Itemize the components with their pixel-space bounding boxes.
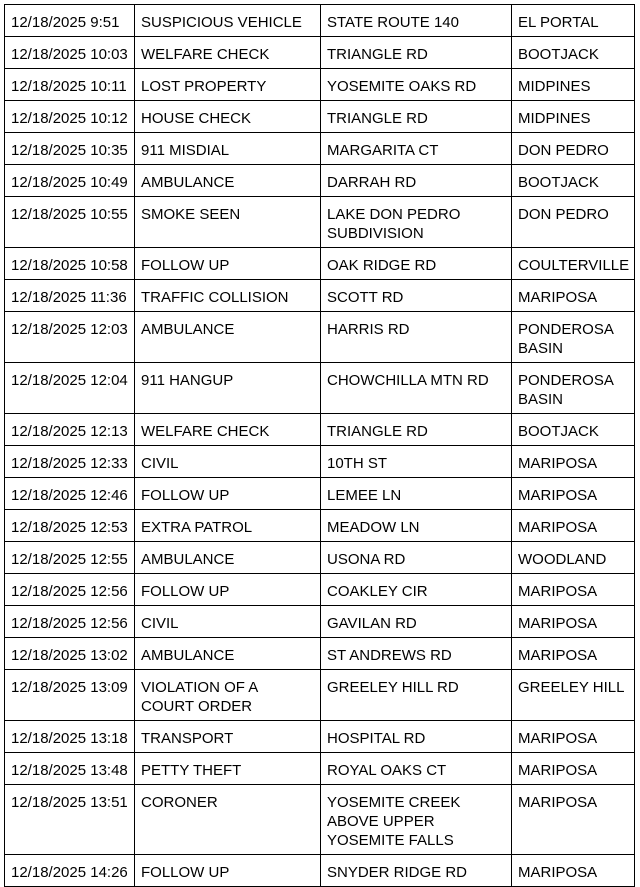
cell-incident-type: LOST PROPERTY	[135, 69, 321, 101]
table-row	[5, 312, 635, 363]
table-row	[5, 37, 635, 69]
table-row	[5, 101, 635, 133]
cell-datetime: 12/18/2025 10:12	[5, 101, 135, 133]
cell-incident-type: SUSPICIOUS VEHICLE	[135, 5, 321, 37]
cell-area: BOOTJACK	[512, 414, 635, 446]
cell-datetime: 12/18/2025 12:55	[5, 542, 135, 574]
cell-location: LEMEE LN	[321, 478, 512, 510]
cell-area: PONDEROSA BASIN	[512, 312, 635, 363]
cell-location: STATE ROUTE 140	[321, 5, 512, 37]
table-row	[5, 248, 635, 280]
cell-area: BOOTJACK	[512, 165, 635, 197]
table-row	[5, 69, 635, 101]
cell-area: GREELEY HILL	[512, 670, 635, 721]
cell-area: MARIPOSA	[512, 638, 635, 670]
cell-datetime: 12/18/2025 12:33	[5, 446, 135, 478]
cell-datetime: 12/18/2025 13:51	[5, 785, 135, 855]
cell-location: TRIANGLE RD	[321, 37, 512, 69]
incident-log-table	[4, 4, 635, 887]
cell-incident-type: WELFARE CHECK	[135, 37, 321, 69]
table-row	[5, 165, 635, 197]
cell-area: MARIPOSA	[512, 785, 635, 855]
cell-location: YOSEMITE CREEK ABOVE UPPER YOSEMITE FALLS	[321, 785, 512, 855]
cell-incident-type: 911 MISDIAL	[135, 133, 321, 165]
cell-location: YOSEMITE OAKS RD	[321, 69, 512, 101]
cell-area: MARIPOSA	[512, 721, 635, 753]
cell-datetime: 12/18/2025 12:56	[5, 574, 135, 606]
cell-datetime: 12/18/2025 10:03	[5, 37, 135, 69]
cell-location: TRIANGLE RD	[321, 101, 512, 133]
cell-location: HOSPITAL RD	[321, 721, 512, 753]
cell-location: HARRIS RD	[321, 312, 512, 363]
cell-incident-type: CIVIL	[135, 606, 321, 638]
cell-incident-type: PETTY THEFT	[135, 753, 321, 785]
cell-area: PONDEROSA BASIN	[512, 363, 635, 414]
cell-datetime: 12/18/2025 10:55	[5, 197, 135, 248]
cell-datetime: 12/18/2025 10:58	[5, 248, 135, 280]
cell-area: DON PEDRO	[512, 133, 635, 165]
cell-incident-type: 911 HANGUP	[135, 363, 321, 414]
incident-log-body	[5, 5, 635, 887]
cell-location: MEADOW LN	[321, 510, 512, 542]
cell-incident-type: CORONER	[135, 785, 321, 855]
cell-location: LAKE DON PEDRO SUBDIVISION	[321, 197, 512, 248]
cell-location: ST ANDREWS RD	[321, 638, 512, 670]
cell-datetime: 12/18/2025 9:51	[5, 5, 135, 37]
cell-incident-type: FOLLOW UP	[135, 574, 321, 606]
cell-incident-type: FOLLOW UP	[135, 478, 321, 510]
cell-incident-type: TRAFFIC COLLISION	[135, 280, 321, 312]
cell-location: DARRAH RD	[321, 165, 512, 197]
cell-area: EL PORTAL	[512, 5, 635, 37]
cell-incident-type: AMBULANCE	[135, 165, 321, 197]
cell-area: MIDPINES	[512, 69, 635, 101]
cell-area: MIDPINES	[512, 101, 635, 133]
table-row	[5, 478, 635, 510]
cell-datetime: 12/18/2025 12:56	[5, 606, 135, 638]
table-row	[5, 5, 635, 37]
cell-datetime: 12/18/2025 13:48	[5, 753, 135, 785]
cell-incident-type: FOLLOW UP	[135, 248, 321, 280]
table-row	[5, 280, 635, 312]
table-row	[5, 446, 635, 478]
table-row	[5, 670, 635, 721]
cell-area: MARIPOSA	[512, 753, 635, 785]
cell-datetime: 12/18/2025 10:35	[5, 133, 135, 165]
table-row	[5, 606, 635, 638]
cell-datetime: 12/18/2025 12:53	[5, 510, 135, 542]
table-row	[5, 785, 635, 855]
cell-area: MARIPOSA	[512, 280, 635, 312]
table-row	[5, 855, 635, 887]
cell-incident-type: SMOKE SEEN	[135, 197, 321, 248]
table-row	[5, 510, 635, 542]
cell-datetime: 12/18/2025 14:26	[5, 855, 135, 887]
cell-location: GAVILAN RD	[321, 606, 512, 638]
cell-location: TRIANGLE RD	[321, 414, 512, 446]
cell-datetime: 12/18/2025 10:11	[5, 69, 135, 101]
cell-incident-type: AMBULANCE	[135, 312, 321, 363]
cell-datetime: 12/18/2025 10:49	[5, 165, 135, 197]
cell-area: MARIPOSA	[512, 446, 635, 478]
cell-location: ROYAL OAKS CT	[321, 753, 512, 785]
cell-incident-type: EXTRA PATROL	[135, 510, 321, 542]
cell-location: SNYDER RIDGE RD	[321, 855, 512, 887]
cell-area: BOOTJACK	[512, 37, 635, 69]
table-row	[5, 753, 635, 785]
table-row	[5, 197, 635, 248]
cell-datetime: 12/18/2025 12:04	[5, 363, 135, 414]
cell-datetime: 12/18/2025 13:09	[5, 670, 135, 721]
table-row	[5, 574, 635, 606]
cell-area: MARIPOSA	[512, 510, 635, 542]
cell-datetime: 12/18/2025 12:46	[5, 478, 135, 510]
table-row	[5, 638, 635, 670]
cell-datetime: 12/18/2025 11:36	[5, 280, 135, 312]
cell-incident-type: VIOLATION OF A COURT ORDER	[135, 670, 321, 721]
table-row	[5, 414, 635, 446]
cell-datetime: 12/18/2025 12:03	[5, 312, 135, 363]
cell-area: COULTERVILLE	[512, 248, 635, 280]
cell-area: MARIPOSA	[512, 606, 635, 638]
cell-location: OAK RIDGE RD	[321, 248, 512, 280]
cell-location: 10TH ST	[321, 446, 512, 478]
cell-incident-type: HOUSE CHECK	[135, 101, 321, 133]
cell-area: MARIPOSA	[512, 574, 635, 606]
cell-location: MARGARITA CT	[321, 133, 512, 165]
cell-incident-type: CIVIL	[135, 446, 321, 478]
cell-incident-type: FOLLOW UP	[135, 855, 321, 887]
cell-area: MARIPOSA	[512, 855, 635, 887]
cell-location: COAKLEY CIR	[321, 574, 512, 606]
cell-incident-type: WELFARE CHECK	[135, 414, 321, 446]
table-row	[5, 721, 635, 753]
cell-incident-type: TRANSPORT	[135, 721, 321, 753]
table-row	[5, 133, 635, 165]
cell-incident-type: AMBULANCE	[135, 542, 321, 574]
table-row	[5, 542, 635, 574]
cell-area: MARIPOSA	[512, 478, 635, 510]
cell-location: CHOWCHILLA MTN RD	[321, 363, 512, 414]
cell-area: DON PEDRO	[512, 197, 635, 248]
cell-location: SCOTT RD	[321, 280, 512, 312]
cell-area: WOODLAND	[512, 542, 635, 574]
cell-datetime: 12/18/2025 13:18	[5, 721, 135, 753]
cell-location: USONA RD	[321, 542, 512, 574]
cell-incident-type: AMBULANCE	[135, 638, 321, 670]
table-row	[5, 363, 635, 414]
cell-datetime: 12/18/2025 13:02	[5, 638, 135, 670]
cell-datetime: 12/18/2025 12:13	[5, 414, 135, 446]
cell-location: GREELEY HILL RD	[321, 670, 512, 721]
